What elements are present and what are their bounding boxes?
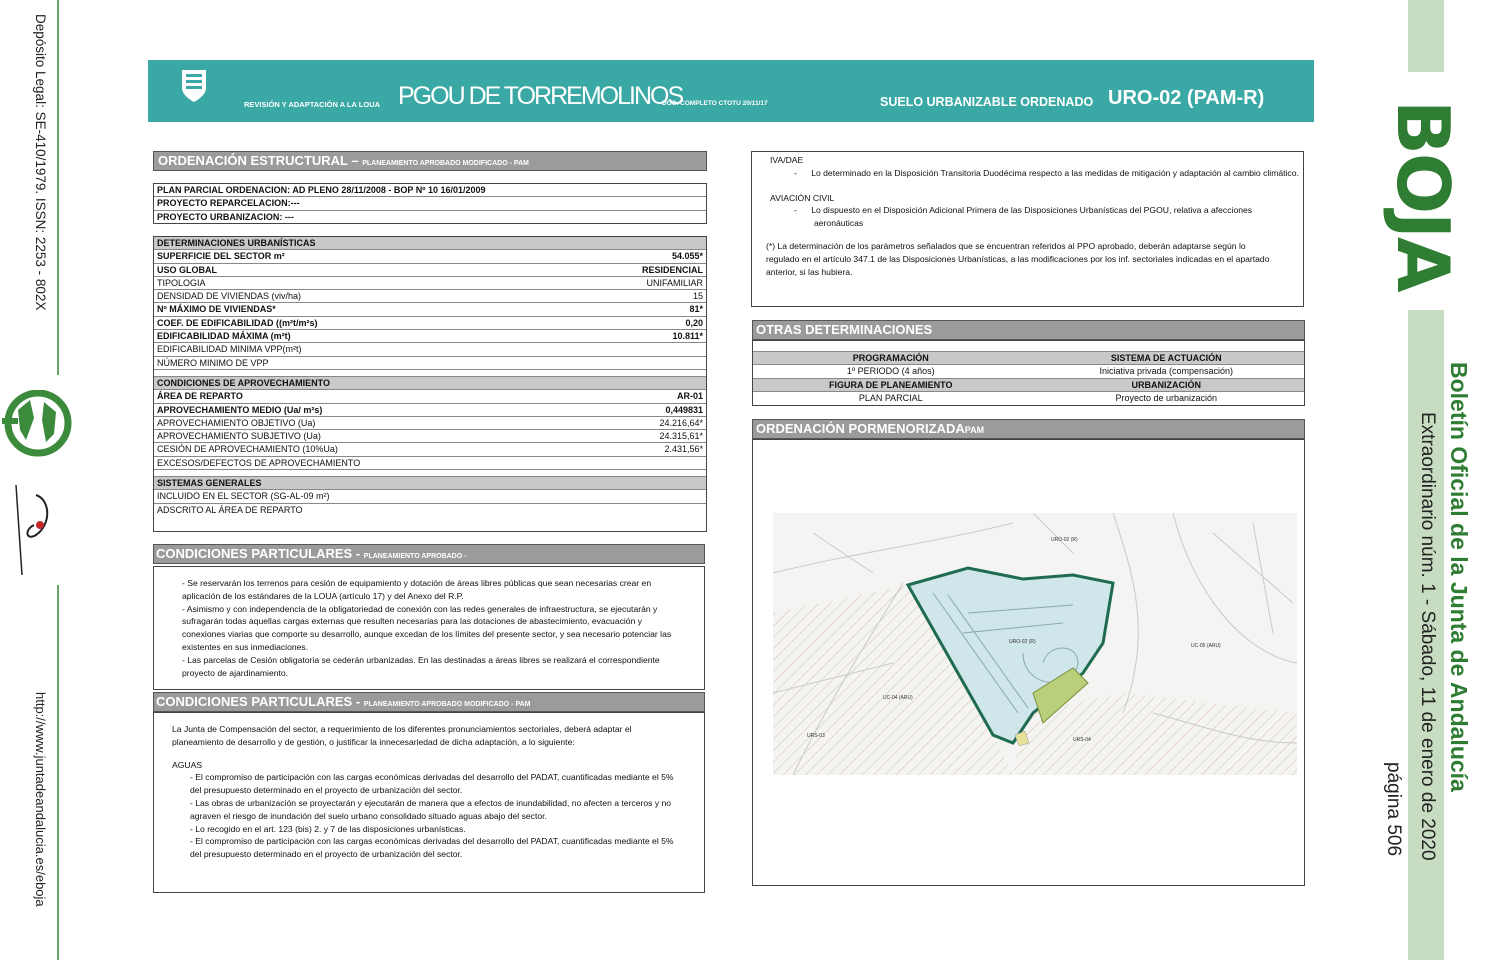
map-label: UC-04 (ARU) (883, 695, 913, 701)
paragraph: - El compromiso de participación con las cargas económicas derivadas del desarrollo del PADAT, cuantificadas mediante el 5% del presupuesto determinado en el proyecto de urbanización del sector. (190, 772, 674, 796)
left-margin-rule (57, 0, 59, 375)
paragraph: La Junta de Compensación del sector, a requerimiento de los diferentes pronunciamientos sectoriales, deberá adaptar el planeamiento de desarrollo y de gestión, o justificar la innecesariedad de dicha adaptación, a lo siguiente: (172, 724, 632, 747)
map-label: URS-04 (1073, 737, 1091, 743)
banner-prefix: REVISIÓN Y ADAPTACIÓN A LA LOUA (244, 100, 380, 109)
table-spacer (154, 370, 706, 377)
map-label: URO-02 (R) (1009, 639, 1036, 645)
paragraph: - El compromiso de participación con las cargas económicas derivadas del desarrollo del PADAT, cuantificadas mediante el 5% del presupuesto determinado en el proyecto de urbanización del sector. (190, 836, 674, 860)
andalucia-signature-logo (6, 475, 66, 585)
table-row: CESIÓN DE APROVECHAMIENTO (10%Ua) 2.431,56* (154, 443, 706, 456)
paragraph: - Lo determinado en la Disposición Transitoria Duodécima respecto a las medidas de mitigación y adaptación al cambio climático. (794, 167, 1299, 178)
table-row: APROVECHAMIENTO SUBJETIVO (Ua) 24.315,61* (154, 430, 706, 443)
banner-suelo: SUELO URBANIZABLE ORDENADO (880, 95, 1094, 109)
paragraph: - Lo recogido en el art. 123 (bis) 2. y 7 de las disposiciones urbanísticas. (190, 823, 466, 834)
aviacion-heading: AVIACIÓN CIVIL (770, 192, 835, 203)
table-row: ADSCRITO AL ÁREA DE REPARTO (157, 504, 303, 515)
otras-header: OTRAS DETERMINACIONES (752, 320, 1305, 340)
boja-logo: BOJA (1381, 100, 1465, 291)
iva-heading: IVA/DAE (770, 155, 804, 165)
particulares-body-1 (153, 566, 705, 690)
plan-box (153, 183, 707, 224)
paragraph: - Las obras de urbanización se proyectarán y ejecutarán de manera que a efectos de inundabilidad, no afecten a terceros y no agraven el riesgo de inundación del suelo urbano consolidado situado aguas abajo del sector. (190, 797, 672, 821)
table-row: APROVECHAMIENTO MEDIO (Ua/ m²s) 0,449831 (154, 404, 706, 417)
site-plan-map (773, 513, 1297, 775)
table-spacer (154, 470, 706, 477)
banner-doc: DOC. COMPLETO CTOTU 20/11/17 (662, 100, 768, 107)
table-row: DENSIDAD DE VIVIENDAS (viv/ha) 15 (154, 290, 706, 303)
table-row: EDIFICABILIDAD MÁXIMA (m²t) 10.811* (154, 330, 706, 343)
aguas-heading: AGUAS (172, 759, 203, 770)
map-label: URS-03 (807, 733, 825, 739)
table-row: FIGURA DE PLANEAMIENTO URBANIZACIÓN (753, 379, 1304, 392)
map-label: URO-02 (R) (1051, 537, 1078, 543)
table-row: SUPERFICIE DEL SECTOR m² 54.055* (154, 250, 706, 263)
paragraph: - Lo dispuesto en el Disposición Adicional Primera de las Disposiciones Urbanísticas del PGOU, relativa a afecciones aeronáuticas (794, 205, 1253, 229)
particulares-body-2 (153, 712, 705, 893)
table-spacer (753, 341, 1304, 352)
particulares-header-2: CONDICIONES PARTICULARES - PLANEAMIENTO APROBADO MODIFICADO - PAM (153, 692, 705, 712)
note-paragraph: (*) La determinación de los parámetros señalados que se encuentran referidos al PPO aprobado, deberán adaptarse según lo regulado en el artículo 347.1 de las Disposiciones Urbanísticas, a las modificaciones por los inf. sectoriales indicadas en el apartado anterior, si las hubiera. (766, 240, 1270, 277)
boja-url[interactable]: http://www.juntadeandalucia.es/eboja (33, 692, 48, 907)
table-row: Nº MÁXIMO DE VIVIENDAS* 81* (154, 303, 706, 316)
determinaciones-header: DETERMINACIONES URBANÍSTICAS (154, 237, 706, 250)
table-row: TIPOLOGIA UNIFAMILIAR (154, 277, 706, 290)
junta-andalucia-logo (0, 390, 80, 460)
plan-row: PROYECTO URBANIZACION: --- (157, 211, 294, 222)
determinaciones-table (153, 236, 707, 532)
paragraph: - Asimismo y con independencia de la obligatoriedad de conexión con las redes generales de infraestructura, se ejecutarán y sufragarán todas aquellas cargas externas que resulten necesarias para las dotaciones de abastecimiento, evacuación y conexiones viarias que comporte su desarrollo, aunque excedan de los límites del presente sector, y sea necesario potenciar las existentes en sus inmediaciones. (182, 603, 672, 652)
table-row: EXCESOS/DEFECTOS DE APROVECHAMIENTO (154, 457, 706, 470)
sectoriales-box (751, 151, 1304, 307)
table-row: NÚMERO MINIMO DE VPP (154, 357, 706, 370)
left-margin-rule-lower (57, 585, 59, 960)
table-row: EDIFICABILIDAD MINIMA VPP(m²t) (154, 343, 706, 356)
table-row: PLAN PARCIAL Proyecto de urbanización (858, 392, 1218, 403)
particulares-header-1: CONDICIONES PARTICULARES - PLANEAMIENTO APROBADO - (153, 544, 705, 564)
sistemas-header: SISTEMAS GENERALES (154, 477, 706, 490)
table-row: APROVECHAMIENTO OBJETIVO (Ua) 24.216,64* (154, 417, 706, 430)
table-row: USO GLOBAL RESIDENCIAL (154, 264, 706, 277)
aprovechamiento-header: CONDICIONES DE APROVECHAMIENTO (154, 377, 706, 390)
boletin-title: Boletín Oficial de la Junta de Andalucía (1446, 362, 1472, 792)
document-banner (148, 60, 1314, 122)
plan-row: PROYECTO REPARCELACION:--- (154, 197, 706, 210)
table-row: COEF. DE EDIFICABILIDAD ((m²t/m²s) 0,20 (154, 317, 706, 330)
page-number: página 506 (1383, 762, 1404, 857)
pormenorizada-header: ORDENACIÓN PORMENORIZADAPAM (752, 419, 1305, 439)
estructural-header: ORDENACIÓN ESTRUCTURAL – PLANEAMIENTO APROBADO MODIFICADO - PAM (153, 151, 707, 171)
plan-row: PLAN PARCIAL ORDENACION: AD PLENO 28/11/2008 - BOP Nº 10 16/01/2009 (154, 184, 706, 197)
banner-title: PGOU DE TORREMOLINOS (398, 82, 683, 110)
paragraph: - Se reservarán los terrenos para cesión de equipamiento y dotación de áreas libres públicas que sean necesarias crear en aplicación de los estándares de la LOUA (artículo 17) y del Anexo del R.P. (182, 578, 652, 601)
paragraph: - Las parcelas de Cesión obligatoria se cederán urbanizadas. En las destinadas a áreas libres se realizará el correspondiente proyecto de ajardinamiento. (182, 654, 660, 678)
otras-table (752, 340, 1305, 406)
torremolinos-shield-icon (180, 68, 208, 104)
deposito-legal: Depósito Legal: SE-410/1979. ISSN: 2253 - 802X (33, 14, 48, 311)
table-row: PROGRAMACIÓN SISTEMA DE ACTUACIÓN (753, 352, 1304, 365)
boletin-subtitle: Extraordinario núm. 1 - Sábado, 11 de enero de 2020 (1417, 412, 1438, 861)
map-label: UC-05 (ARU) (1191, 643, 1221, 649)
table-row: ÁREA DE REPARTO AR-01 (154, 390, 706, 403)
table-row: INCLUIDO EN EL SECTOR (SG-AL-09 m²) (154, 490, 706, 503)
table-row: 1º PERIODO (4 años) Iniciativa privada (compensación) (753, 365, 1304, 378)
banner-code: URO-02 (PAM-R) (1108, 87, 1265, 109)
